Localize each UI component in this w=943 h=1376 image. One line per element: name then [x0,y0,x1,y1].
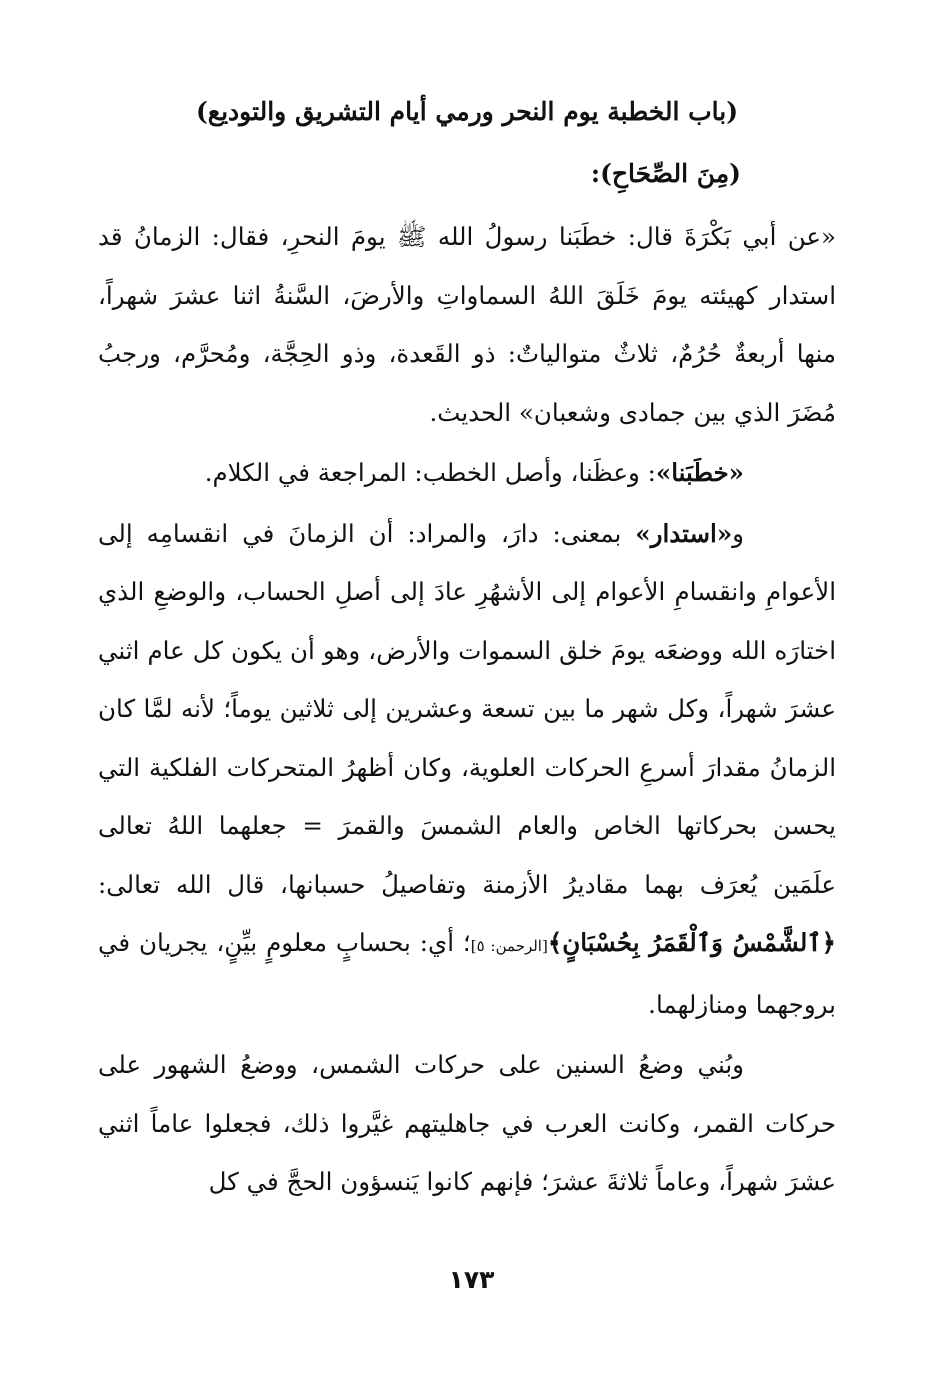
hadith-paragraph: «عن أبي بَكْرَةَ قال: خطَبَنا رسولُ الله ﷺ يومَ النحرِ، فقال: الزمانُ قد استدار كهيئته يومَ خَلَقَ اللهُ السماواتِ والأرضَ، السَّنةُ اثنا عشرَ شهراً، منها أربعةٌ حُرُمٌ، ثلاثٌ متوالياتٌ: ذو القَعدة، وذو الحِجَّة، ومُحرَّم، ورجبُ مُضَرَ الذي بين جمادى وشعبان» الحديث. [98,222,836,427]
page-number: ١٧٣ [448,1265,495,1294]
quran-verse: ﴿ٱلشَّمْسُ وَٱلْقَمَرُ بِحُسْبَانٍ﴾ [547,928,837,957]
explanation-khatabana-text: : وعظَنا، وأصل الخطب: المراجعة في الكلام. [204,458,656,487]
explanation-calendar: وبُني وضعُ السنين على حركات الشمس، ووضعُ الشهور على حركات القمر، وكانت العرب في جاهليتهم غيَّروا ذلك، فجعلوا عاماً اثني عشرَ شهراً، وعاماً ثلاثةَ عشرَ؛ فإنهم كانوا يَنسؤون الحجَّ في كل [98,1050,836,1196]
verse-reference: [الرحمن: ٥] [470,937,548,955]
chapter-title: (باب الخطبة يوم النحر ورمي أيام التشريق والتوديع) [195,97,739,126]
explanation-istadara-text-end: ؛ أي: بحسابٍ معلومٍ بيِّنٍ، يجريان في بروجهما ومنازلهما. [98,928,836,1019]
section-subtitle: (مِنَ الصِّحَاحِ): [590,159,741,188]
explanation-khatabana [98,444,836,503]
explanation-istadara-prefix: و [732,518,744,548]
explanation-istadara [98,505,836,1035]
term-khatabana: «خطَبَنا» [655,458,744,487]
page-body [98,92,836,1212]
term-istadara: «استدار» [635,518,733,548]
explanation-istadara-text: بمعنى: دارَ، والمراد: أن الزمانَ في انقسامِه إلى الأعوامِ وانقسامِ الأعوام إلى الأشهُرِ عادَ إلى أصلِ الحساب، والوضعِ الذي اختارَه الله ووضعَه يومَ خلق السموات والأرض، وهو أن يكون كل عام اثني عشرَ شهراً، وكل شهر ما بين تسعة وعشرين إلى ثلاثين يوماً؛ لأنه لمَّا كان الزمانُ مقدارَ أسرعِ الحركات العلوية، وكان أظهرُ المتحركات الفلكية التي يحسن بحركاتها الخاص والعام الشمسَ والقمرَ = جعلهما اللهُ تعالى علَمَين يُعرَف بهما مقاديرُ الأزمنة وتفاصيلُ حسبانها، قال الله تعالى: [98,518,836,899]
